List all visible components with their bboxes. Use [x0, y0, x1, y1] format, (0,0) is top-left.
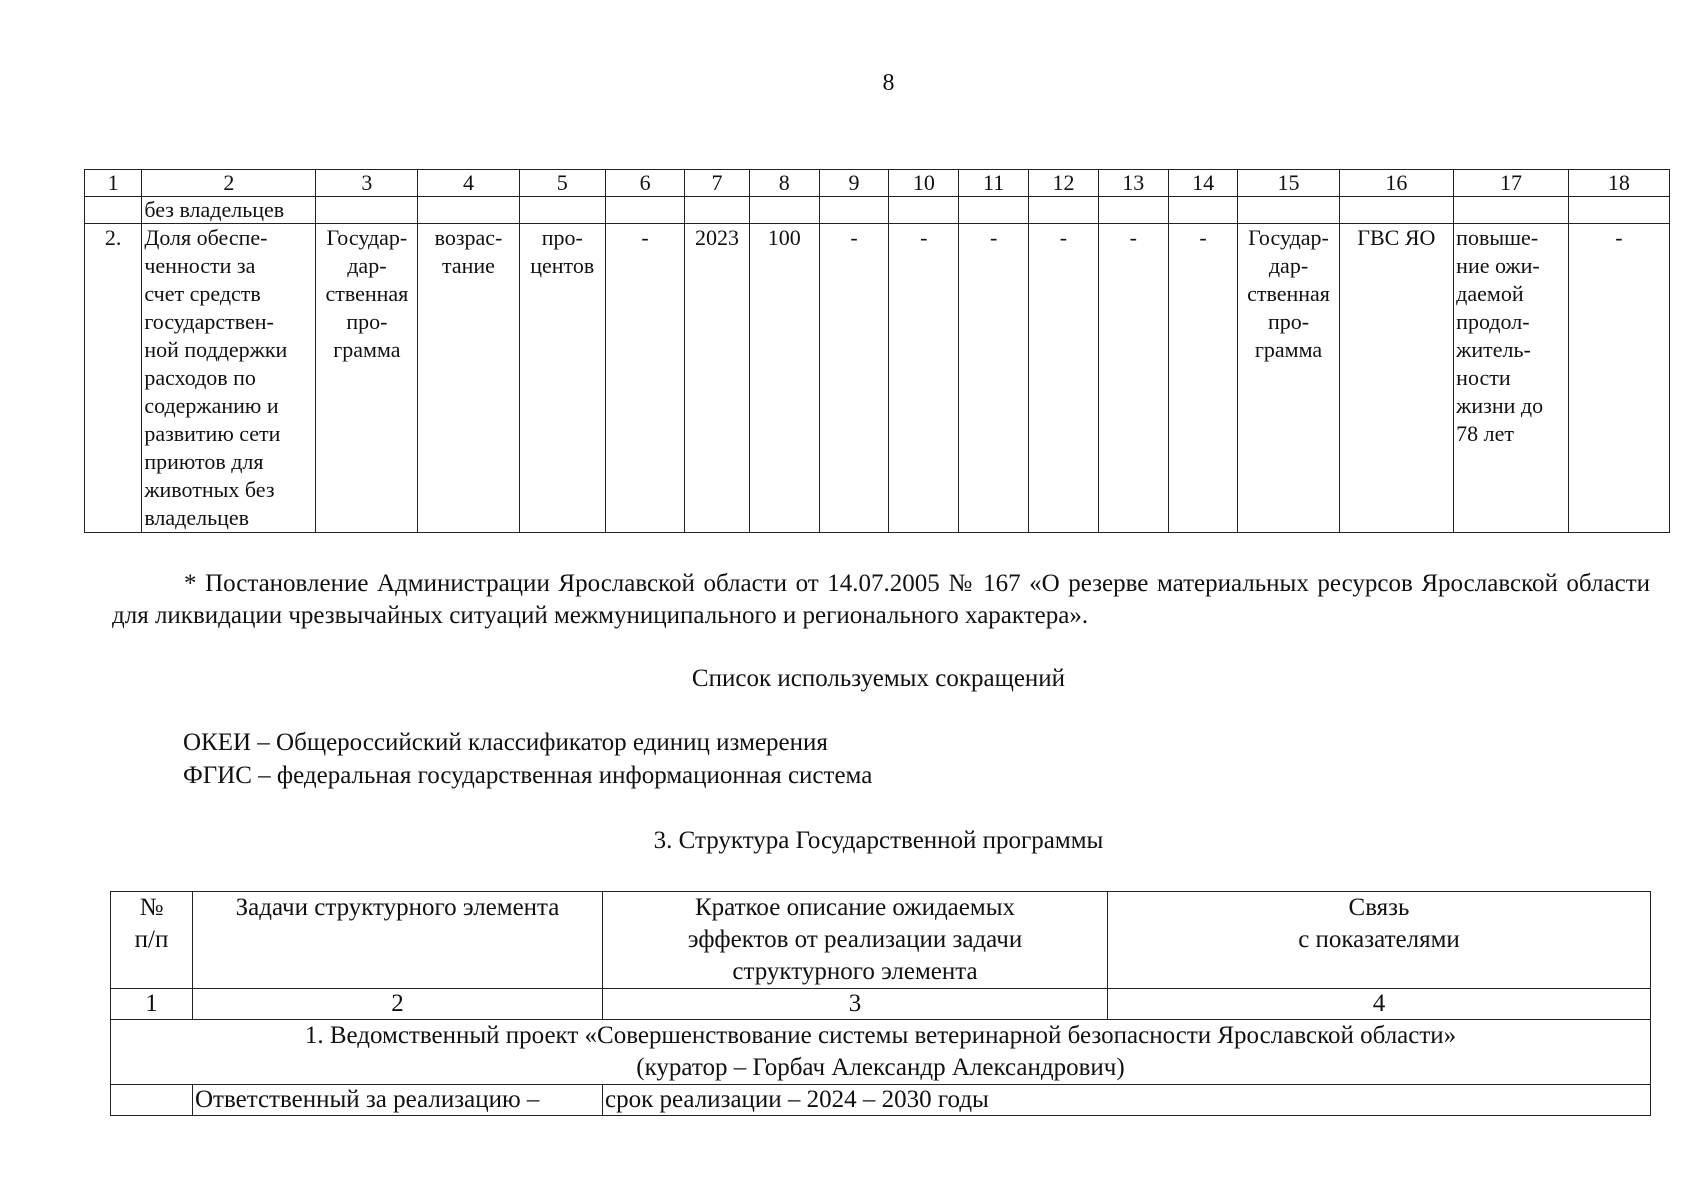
page-number: 8	[882, 70, 895, 96]
info-system: -	[1568, 224, 1669, 533]
continued-indicator-text: без владельцев	[142, 197, 316, 224]
project-row	[111, 1020, 1651, 1085]
col-number: 2	[193, 989, 603, 1020]
row-number: 2.	[85, 224, 142, 533]
col-number: 7	[685, 170, 750, 197]
project-title: 1. Ведомственный проект «Совершенствование системы ветеринарной безопасности Ярославской области» (куратор – Горбач Александр Александрович)	[111, 1020, 1651, 1085]
col-number: 1	[85, 170, 142, 197]
header-indicators-link: Связь с показателями	[1108, 892, 1651, 989]
value-col-12: -	[1029, 224, 1099, 533]
linked-goal: повыше- ние ожи- даемой продол- житель- ности жизни до 78 лет	[1454, 224, 1569, 533]
col-number: 8	[749, 170, 819, 197]
continued-row	[85, 197, 1670, 224]
responsible-body: ГВС ЯО	[1339, 224, 1454, 533]
section-title: 3. Структура Государственной программы	[653, 827, 1104, 854]
program-structure-table	[110, 891, 1651, 1116]
col-number: 11	[959, 170, 1029, 197]
column-numbers-row	[85, 170, 1670, 197]
value-col-14: -	[1168, 224, 1238, 533]
col-number: 10	[889, 170, 959, 197]
value-col-8: 100	[749, 224, 819, 533]
indicator-row-2	[85, 224, 1670, 533]
abbreviation-item: ОКЕИ – Общероссийский классификатор единиц измерения	[183, 729, 828, 756]
structure-header-row	[111, 892, 1651, 989]
structure-column-numbers	[111, 989, 1651, 1020]
indicators-table-continued	[84, 169, 1670, 533]
col-number: 18	[1568, 170, 1669, 197]
col-number: 3	[603, 989, 1108, 1020]
document-type: Государ- дар- ственная про- грамма	[1238, 224, 1339, 533]
col-number: 1	[111, 989, 193, 1020]
col-number: 16	[1339, 170, 1454, 197]
header-effects: Краткое описание ожидаемых эффектов от реализации задачи структурного элемента	[603, 892, 1108, 989]
col-number: 15	[1238, 170, 1339, 197]
base-value: -	[606, 224, 685, 533]
abbreviation-item: ФГИС – федеральная государственная информационная система	[183, 762, 873, 789]
value-col-10: -	[889, 224, 959, 533]
col-number: 13	[1098, 170, 1168, 197]
col-number: 2	[142, 170, 316, 197]
indicator-trend: возрас- тание	[418, 224, 519, 533]
indicator-level: Государ- дар- ственная про- грамма	[316, 224, 418, 533]
base-year: 2023	[685, 224, 750, 533]
header-number: № п/п	[111, 892, 193, 989]
footnote: * Постановление Администрации Ярославской области от 14.07.2005 № 167 «О резерве материальных ресурсов Ярославской области для ликвидации чрезвычайных ситуаций межмуниципального и регионального характера».	[112, 570, 1650, 629]
indicator-unit: про- центов	[519, 224, 605, 533]
col-number: 14	[1168, 170, 1238, 197]
value-col-11: -	[959, 224, 1029, 533]
col-number: 4	[1108, 989, 1651, 1020]
col-number: 3	[316, 170, 418, 197]
col-number: 6	[606, 170, 685, 197]
responsible-label: Ответственный за реализацию –	[193, 1085, 603, 1116]
term-text: срок реализации – 2024 – 2030 годы	[603, 1085, 1651, 1116]
col-number: 12	[1029, 170, 1099, 197]
col-number: 17	[1454, 170, 1569, 197]
col-number: 5	[519, 170, 605, 197]
header-tasks: Задачи структурного элемента	[193, 892, 603, 989]
col-number: 4	[418, 170, 519, 197]
indicator-name: Доля обеспе- ченности за счет средств государствен- ной поддержки расходов по содержанию и развитию сети приютов для животных без владельцев	[142, 224, 316, 533]
value-col-13: -	[1098, 224, 1168, 533]
col-number: 9	[819, 170, 889, 197]
responsible-row	[111, 1085, 1651, 1116]
value-col-9: -	[819, 224, 889, 533]
abbreviations-title: Список используемых сокращений	[691, 665, 1066, 692]
